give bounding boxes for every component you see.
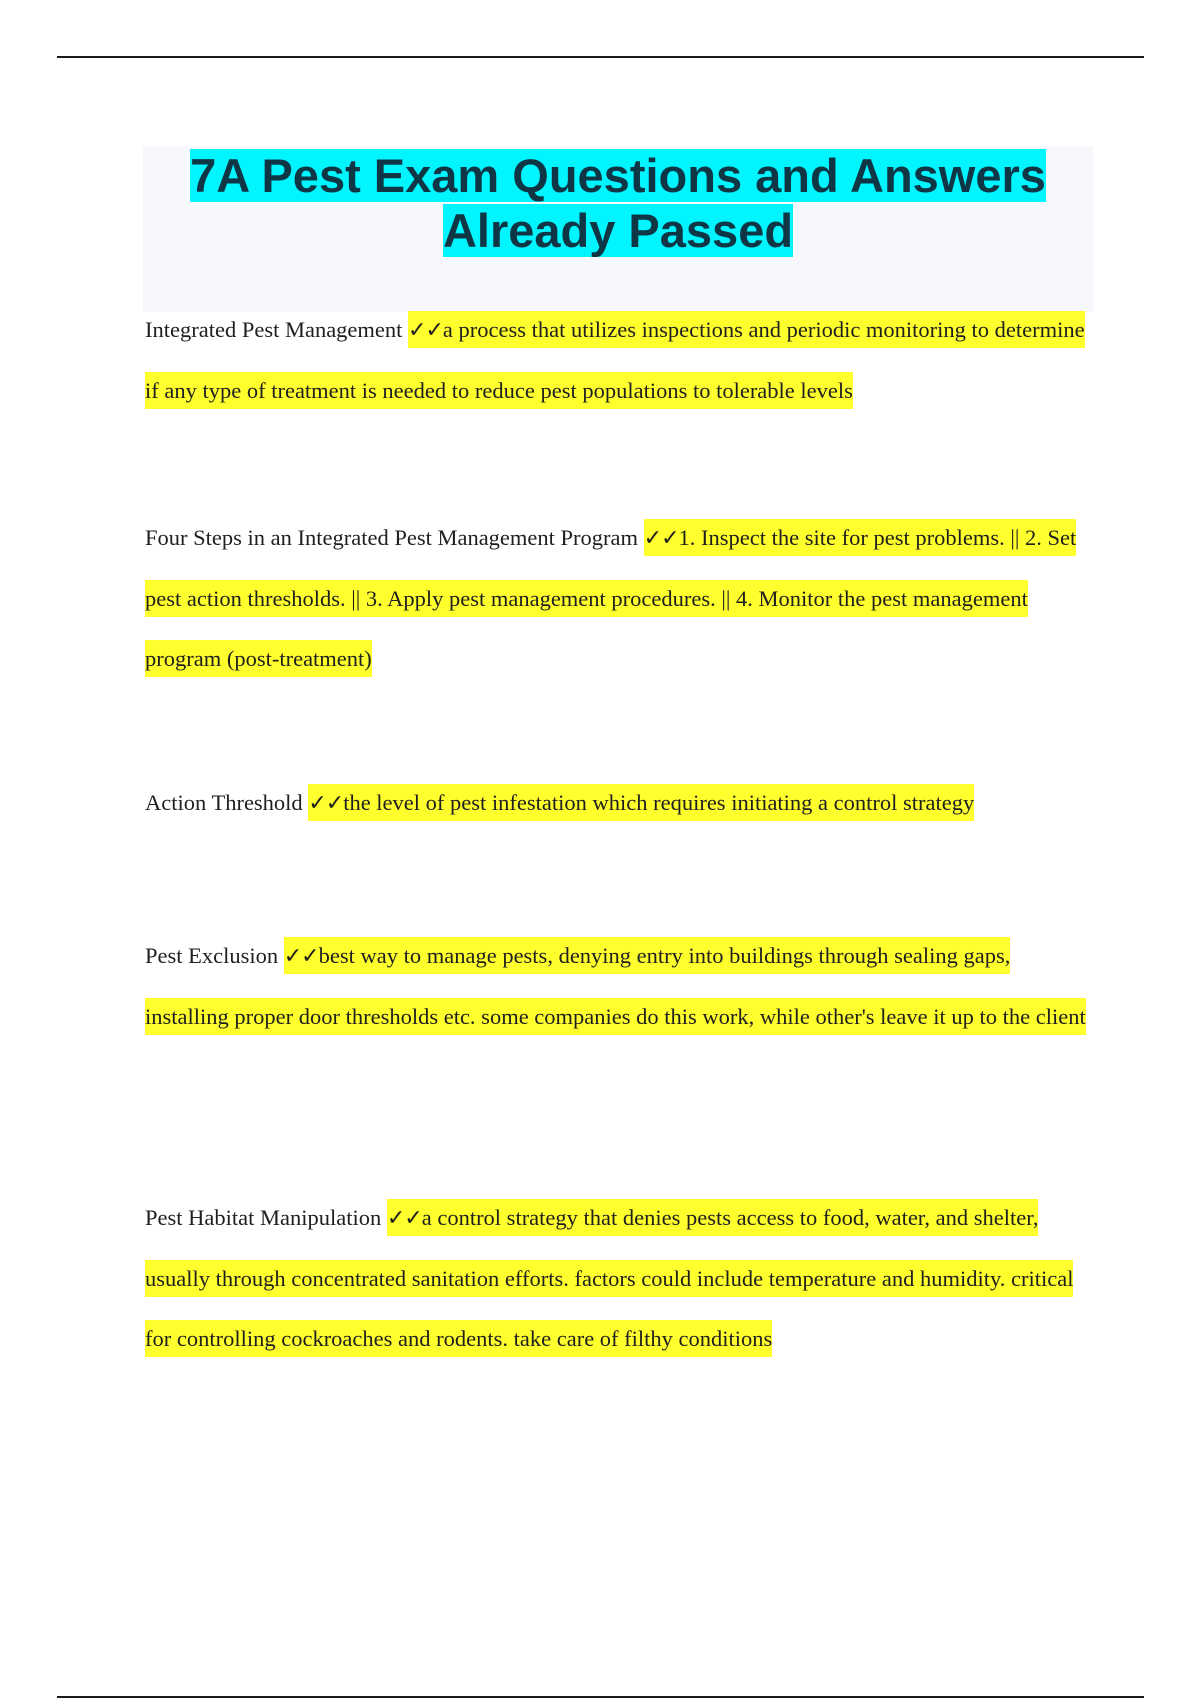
qa-entry [145,926,1095,1047]
qa-term: Action Threshold [145,790,303,815]
checkmark-icon: ✓✓ [308,791,344,816]
qa-entry [145,1188,1095,1369]
document-title: 7A Pest Exam Questions and Answers Already Passed [190,149,1046,257]
qa-term: Pest Exclusion [145,943,279,968]
qa-term: Integrated Pest Management [145,317,403,342]
checkmark-icon: ✓✓ [408,318,443,343]
footer-rule [57,1696,1144,1698]
qa-answer: ✓✓a control strategy that denies pests access to food, water, and shelter, usually through concentrated sanitation efforts. factors could include temperature and humidity. critical for controlling cockroaches and rodents. take care of filthy conditions [145,1199,1073,1357]
qa-answer: ✓✓1. Inspect the site for pest problems. || 2. Set pest action thresholds. || 3. Apply pest management procedures. || 4. Monitor the pest management program (post-treatment) [145,519,1076,677]
qa-answer: ✓✓best way to manage pests, denying entry into buildings through sealing gaps, installing proper door thresholds etc. some companies do this work, while other's leave it up to the client [145,937,1086,1035]
qa-entry [145,508,1095,689]
qa-term: Pest Habitat Manipulation [145,1205,382,1230]
checkmark-icon: ✓✓ [386,1206,422,1231]
qa-answer: ✓✓the level of pest infestation which requires initiating a control strategy [308,784,974,821]
checkmark-icon: ✓✓ [283,944,319,969]
header-rule [57,56,1144,58]
qa-term: Four Steps in an Integrated Pest Management Program [145,525,639,550]
qa-entry [145,773,1095,834]
checkmark-icon: ✓✓ [643,526,679,551]
qa-answer: ✓✓a process that utilizes inspections and periodic monitoring to determine if any type of treatment is needed to reduce pest populations to tolerable levels [145,311,1085,409]
qa-entry [145,300,1095,421]
title-banner [143,146,1093,312]
